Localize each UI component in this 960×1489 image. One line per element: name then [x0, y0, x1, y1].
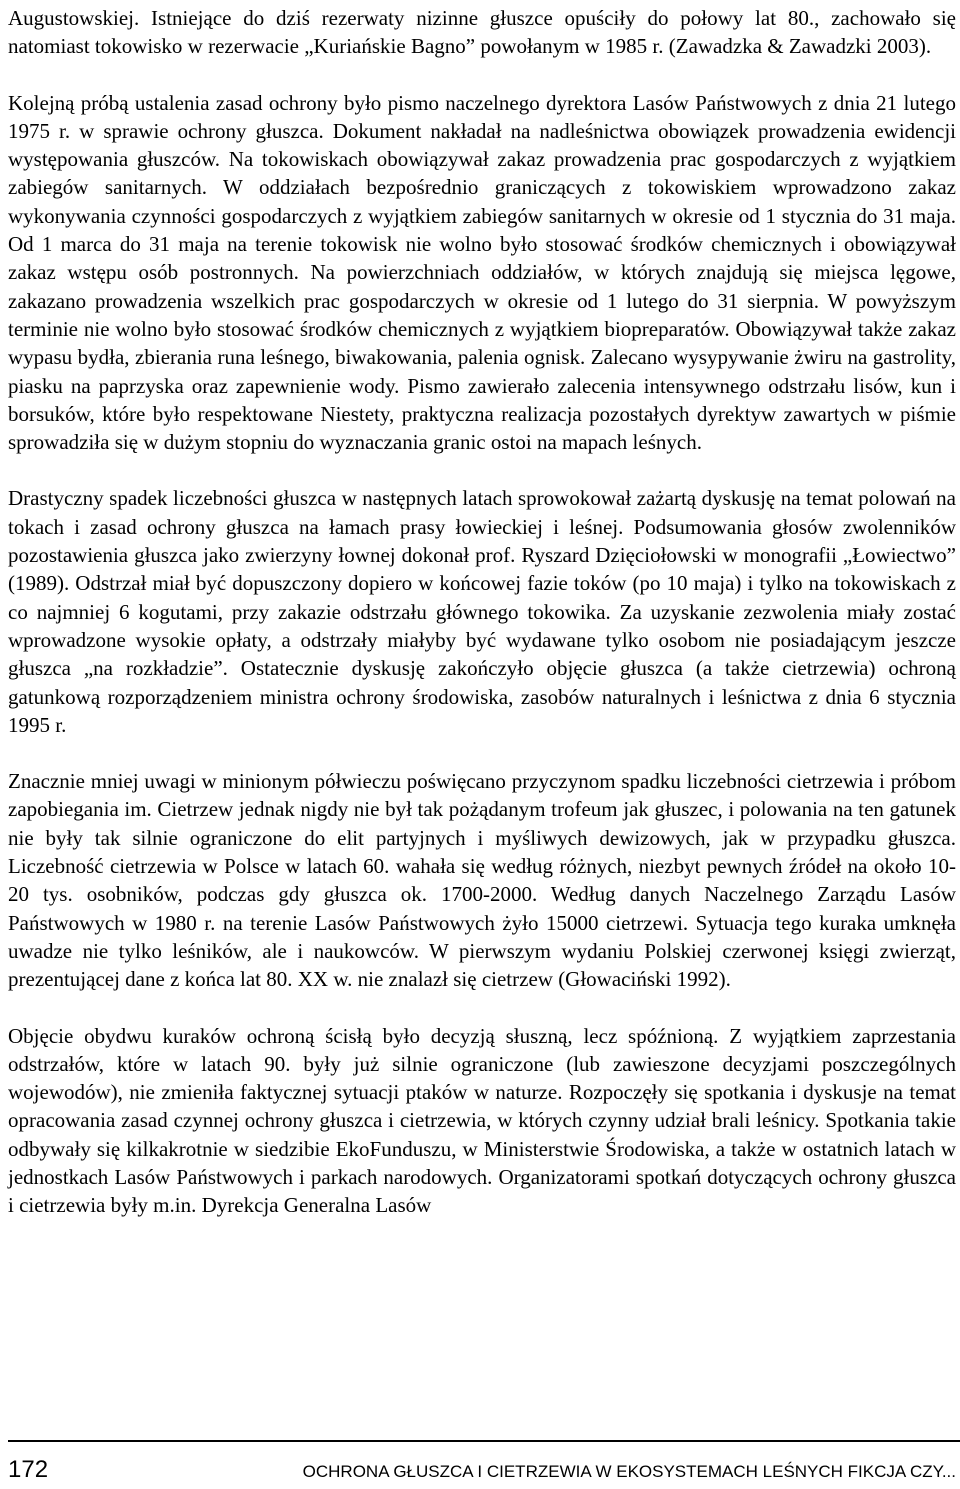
paragraph: Augustowskiej. Istniejące do dziś rezerwaty nizinne głuszce opuściły do połowy lat 80., zachowało się natomiast tokowisko w rezerwacie „Kuriańskie Bagno” powołanym w 1985 r. (Zawadzka & Zawadzki 2003). — [8, 6, 956, 59]
page-number: 172 — [8, 1456, 49, 1483]
paragraph: Objęcie obydwu kuraków ochroną ścisłą było decyzją słuszną, lecz spóźnioną. Z wyjątkiem zaprzestania odstrzałów, które w latach 90. były już silnie ograniczone (lub zawieszone decyzjami poszczególnych wojewodów), nie zmieniła faktycznej sytuacji ptaków w naturze. Rozpoczęły się spotkania i dyskusje na temat opracowania zasad czynnej ochrony głuszca i cietrzewia, w których czynny udział brali leśnicy. Spotkania takie odbywały się kilkakrotnie w siedzibie EkoFunduszu, w Ministerstwie Środowiska, a także w ostatnich latach w jednostkach Lasów Państwowych i parkach narodowych. Organizatorami spotkań dotyczących ochrony głuszca i cietrzewia były m.in. Dyrekcja Generalna Lasów — [8, 1023, 956, 1218]
body-text — [8, 4, 956, 1220]
paragraph: Kolejną próbą ustalenia zasad ochrony było pismo naczelnego dyrektora Lasów Państwowych z dnia 21 lutego 1975 r. w sprawie ochrony głuszca. Dokument nakładał na nadleśnictwa obowiązek prowadzenia ewidencji występowania głuszców. Na tokowiskach obowiązywał zakaz prowadzenia prac gospodarczych z wyjątkiem zabiegów sanitarnych. W oddziałach bezpośrednio graniczących z tokowiskiem wprowadzono zakaz wykonywania czynności gospodarczych z wyjątkiem zabiegów sanitarnych w okresie od 1 stycznia do 31 maja. Od 1 marca do 31 maja na terenie tokowisk nie wolno było stosować środków chemicznych i obowiązywał zakaz wstępu osób postronnych. Na powierzchniach oddziałów, w których znajdują się miejsca lęgowe, zakazano prowadzenia wszelkich prac gospodarczych w okresie od 1 lutego do 31 sierpnia. W powyższym terminie nie wolno było stosować środków chemicznych z wyjątkiem biopreparatów. Obowiązywał także zakaz wypasu bydła, zbierania runa leśnego, biwakowania, palenia ognisk. Zalecano wysypywanie żwiru na gastrolity, piasku na paprzyska oraz zapewnienie wody. Pismo zawierało zalecenia intensywnego odstrzału lisów, kun i borsuków, które było respektowane Niestety, praktyczna realizacja pozostałych dyrektyw zawartych w piśmie sprowadziła się w dużym stopniu do wyznaczania granic ostoi na mapach leśnych. — [8, 90, 956, 455]
footer-rule — [8, 1440, 960, 1442]
paragraph: Znacznie mniej uwagi w minionym półwieczu poświęcano przyczynom spadku liczebności cietrzewia i próbom zapobiegania im. Cietrzew jednak nigdy nie był tak pożądanym trofeum jak głuszec, i polowania na ten gatunek nie były tak silnie ograniczone do elit partyjnych i myśliwych dewizowych, jak w przypadku głuszca. Liczebność cietrzewia w Polsce w latach 60. wahała się według różnych, niezbyt pewnych źródeł na około 10-20 tys. osobników, podczas gdy głuszca ok. 1700-2000. Według danych Naczelnego Zarządu Lasów Państwowych w 1980 r. na terenie Lasów Państwowych żyło 15000 cietrzewi. Sytuacja tego kuraka umknęła uwadze nie tylko leśników, ale i naukowców. W pierwszym wydaniu Polskiej czerwonej księgi zwierząt, prezentującej dane z końca lat 80. XX w. nie znalazł się cietrzew (Głowaciński 1992). — [8, 769, 956, 992]
running-title: OCHRONA GŁUSZCA I CIETRZEWIA W EKOSYSTEMACH LEŚNYCH FIKCJA CZY... — [302, 1462, 956, 1481]
paragraph: Drastyczny spadek liczebności głuszca w następnych latach sprowokował zażartą dyskusję na temat polowań na tokach i zasad ochrony głuszca na łamach prasy łowieckiej i leśnej. Podsumowania głosów zwolenników pozostawienia głuszca jako zwierzyny łownej dokonał prof. Ryszard Dzięciołowski w monografii „Łowiectwo” (1989). Odstrzał miał być dopuszczony dopiero w końcowej fazie toków (po 10 maja) i tylko na tokowiskach z co najmniej 6 kogutami, przy zakazie odstrzału głównego tokowika. Za uzyskanie zezwolenia miały zostać wprowadzone wysokie opłaty, a odstrzały miałyby być wydawane tylko osobom nie posiadającym jeszcze głuszca „na rozkładzie”. Ostatecznie dyskusję zakończyło objęcie głuszca (a także cietrzewia) ochroną gatunkową rozporządzeniem ministra ochrony środowiska, zasobów naturalnych i leśnictwa z dnia 6 stycznia 1995 r. — [8, 486, 956, 737]
